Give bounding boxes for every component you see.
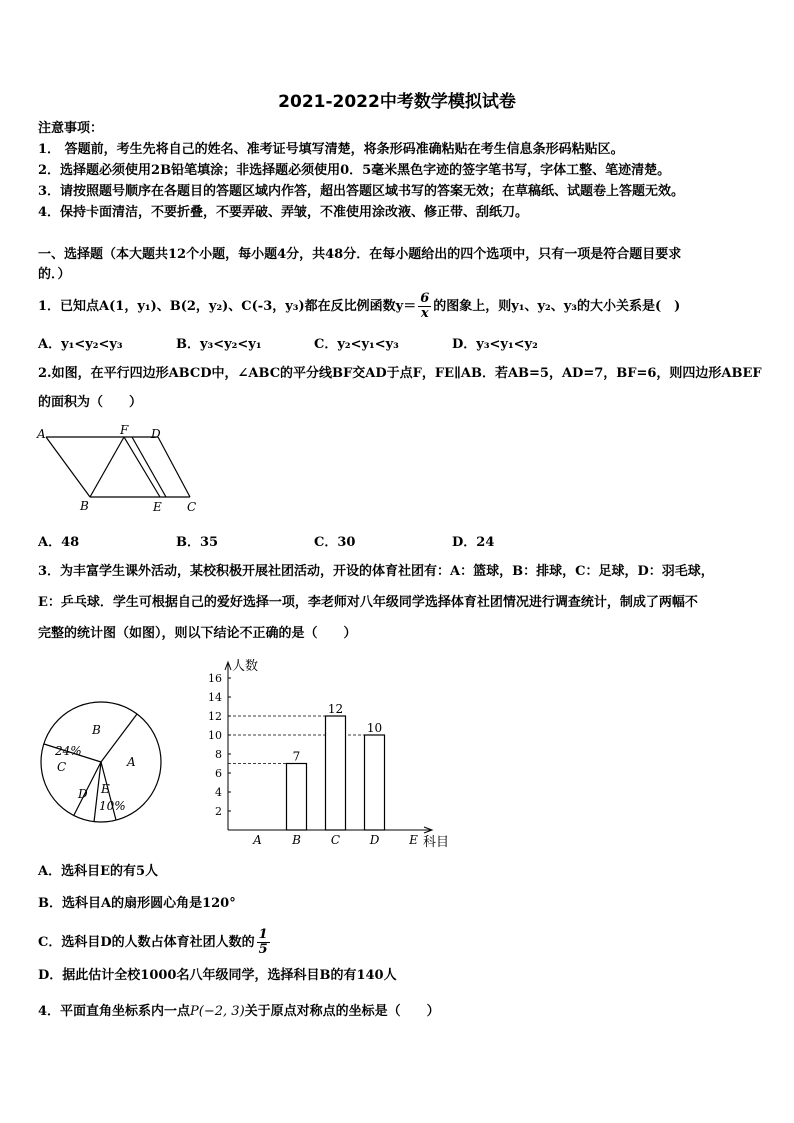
q3-pie-chart xyxy=(36,700,166,826)
q4-stem-part-a: 4．平面直角坐标系内一点 xyxy=(38,1004,191,1019)
pie-divider-de xyxy=(94,762,101,822)
y-tick-label: 8 xyxy=(215,748,222,761)
q1-option-c: C．y₂<y₁<y₃ xyxy=(314,337,399,352)
q1-stem-part-b: 的图象上，则y₁、y₂、y₃的大小关系是( ) xyxy=(433,299,681,314)
q4-stem xyxy=(38,1003,440,1021)
q2-parallelogram-figure xyxy=(34,422,206,516)
q1-option-b: B．y₃<y₂<y₁ xyxy=(176,337,262,352)
q3-option-d: D．据此估计全校1000名八年级同学，选择科目B的有140人 xyxy=(38,968,397,983)
q3-stem-line1: 3．为丰富学生课外活动，某校积极开展社团活动，开设的体育社团有：A：篮球，B：排球，C：足球，D：羽毛球， xyxy=(38,564,714,579)
notice-heading: 注意事项： xyxy=(38,121,104,136)
q3-option-a: A．选科目E的有5人 xyxy=(38,864,159,879)
q2-stem-line2: 的面积为（ ） xyxy=(38,395,143,410)
q2-option-b: B．35 xyxy=(176,535,219,550)
bar-value-label-c: 12 xyxy=(327,702,344,716)
q3-option-c-denominator: 5 xyxy=(258,942,268,957)
q1-stem xyxy=(38,292,680,321)
q3-stem-line2: E：乒乓球．学生可根据自己的爱好选择一项，李老师对八年级同学选择体育社团情况进行调查统计，制成了两幅不 xyxy=(38,595,698,610)
exam-title: 2021-2022中考数学模拟试卷 xyxy=(278,92,516,112)
bar-value-label-b: 7 xyxy=(292,749,301,764)
notice-item-2: 2．选择题必须使用2B铅笔填涂；非选择题必须使用0．5毫米黑色字迹的签字笔书写，字体工整、笔迹清楚。 xyxy=(38,163,671,178)
label-a: A xyxy=(37,427,46,441)
pie-label-e: E xyxy=(101,782,110,796)
y-tick-label: 4 xyxy=(215,786,222,799)
bar-b xyxy=(287,764,307,831)
q1-fraction-numerator: 6 xyxy=(420,291,430,306)
notice-item-4: 4．保持卡面清洁，不要折叠，不要弄破、弄皱，不准使用涂改液、修正带、刮纸刀。 xyxy=(38,205,529,220)
y-tick-label: 6 xyxy=(215,767,222,780)
section-heading-line1: 一、选择题（本大题共12个小题，每小题4分，共48分．在每小题给出的四个选项中，只有一项是符合题目要求 xyxy=(38,247,682,262)
q4-stem-part-b: 关于原点对称点的坐标是（ ） xyxy=(244,1004,440,1019)
pie-label-b: B xyxy=(92,723,101,737)
pie-label-a: A xyxy=(127,755,136,769)
segment-extra xyxy=(132,437,166,497)
y-tick-label: 2 xyxy=(215,805,222,818)
segment-ab xyxy=(46,437,90,497)
segment-bf xyxy=(90,437,124,497)
bar-c xyxy=(326,716,346,830)
bar-d xyxy=(365,735,385,830)
segment-fe xyxy=(124,437,160,497)
bar-value-label-d: 10 xyxy=(366,721,383,735)
pie-label-e-percent: 10% xyxy=(99,799,126,813)
q3-option-c-numerator: 1 xyxy=(258,927,268,942)
y-axis-label: 人数 xyxy=(232,659,259,674)
label-c: C xyxy=(187,500,197,514)
y-tick-label: 16 xyxy=(208,672,222,685)
label-b: B xyxy=(80,499,89,513)
label-e: E xyxy=(153,500,162,514)
label-d: D xyxy=(151,427,161,441)
q2-option-a: A．48 xyxy=(38,535,80,550)
pie-label-d: D xyxy=(78,787,88,801)
q3-option-c-text: C．选科目D的人数占体育社团人数的 xyxy=(38,935,255,950)
q3-bar-chart xyxy=(196,654,456,854)
x-tick-label-a: A xyxy=(253,833,262,847)
q3-option-c xyxy=(38,927,272,959)
x-tick-label-c: C xyxy=(330,833,341,847)
pie-label-c: C xyxy=(57,760,67,774)
y-tick-label: 10 xyxy=(208,729,222,742)
q1-option-a: A．y₁<y₂<y₃ xyxy=(38,337,123,352)
notice-item-1: 1． 答题前，考生先将自己的姓名、准考证号填写清楚，将条形码准确粘贴在考生信息条形码粘贴区。 xyxy=(38,142,624,157)
x-tick-label-b: B xyxy=(292,833,301,847)
q1-option-d: D．y₃<y₁<y₂ xyxy=(452,337,538,352)
x-axis-label: 科目 xyxy=(423,835,450,850)
pie-label-c-percent: 24% xyxy=(55,744,82,758)
q2-option-d: D．24 xyxy=(452,535,495,550)
section-heading-line2: 的．） xyxy=(38,267,71,282)
q1-stem-part-a: 1．已知点A(1，y₁)、B(2，y₂)、C(-3，y₃)都在反比例函数y＝ xyxy=(38,299,417,314)
q2-stem-line1: 2.如图，在平行四边形ABCD中，∠ABC的平分线BF交AD于点F，FE∥AB．若AB=5，AD=7，BF=6，则四边形ABEF xyxy=(38,366,762,381)
q4-point: P(−2, 3) xyxy=(190,1004,245,1019)
y-tick-label: 14 xyxy=(208,691,222,704)
q3-option-b: B．选科目A的扇形圆心角是120° xyxy=(38,896,236,911)
q1-fraction xyxy=(418,292,431,321)
q3-stem-line3: 完整的统计图（如图），则以下结论不正确的是（ ） xyxy=(38,626,357,641)
notice-item-3: 3．请按照题号顺序在各题目的答题区域内作答，超出答题区域书写的答案无效；在草稿纸、试题卷上答题无效。 xyxy=(38,184,685,199)
label-f: F xyxy=(120,423,129,437)
y-tick-label: 12 xyxy=(208,710,222,723)
q1-fraction-denominator: x xyxy=(420,306,429,321)
q3-option-c-fraction xyxy=(257,928,270,957)
x-tick-label-d: D xyxy=(369,833,380,847)
segment-dc xyxy=(158,437,190,497)
x-tick-label-e: E xyxy=(409,833,418,847)
q2-option-c: C．30 xyxy=(314,535,356,550)
